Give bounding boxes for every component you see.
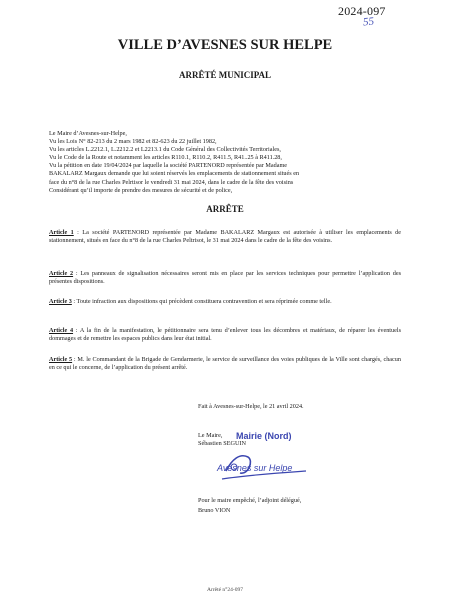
preamble-line: Vu le Code de la Route et notamment les articles R110.1, R110.2, R411.5, R41..25 à R411.28, [49,154,282,162]
article-4 [49,327,401,343]
article-label: Article 4 [49,327,74,334]
preamble-line: BAKALARZ Margaux demande que lui soient réservés les emplacements de stationnement situés en [49,170,300,178]
article-label: Article 1 [49,229,74,236]
preamble-line: Vu la pétition en date 19/04/2024 par laquelle la société PARTENORD représentée par Madame [49,162,288,170]
preamble-line: Vu les articles L.2212.1, L.2212.2 et L2213.1 du Code Général des Collectivités Territoriales, [49,146,281,154]
delegation-block [198,496,301,515]
article-label: Article 5 [49,356,73,363]
preamble [49,130,401,195]
stamp-mairie-text: Mairie (Nord) [236,431,292,441]
article-3 [49,298,401,306]
article-5 [49,356,401,372]
document-subtitle: ARRÊTÉ MUNICIPAL [178,70,272,80]
page-footer: Arrêté n°24-097 [207,587,243,593]
article-text: : Les panneaux de signalisation nécessaires seront mis en place par les services techniques pour permettre l’application des présentes dispositions. [49,270,401,286]
delegation-text: Pour le maire empêché, l’adjoint délégué, [198,497,302,504]
article-text: : M. le Commandant de la Brigade de Gendarmerie, le service de surveillance des voies publiques de la Ville sont chargés, chacun en ce qui le concerne, de l’application du présent arrêté. [49,356,401,372]
preamble-line: Le Maire d’Avesnes-sur-Helpe, [49,130,127,137]
mayor-name: Sébastien SEGUIN [198,440,246,447]
article-label: Article 3 [49,298,72,305]
article-text: : A la fin de la manifestation, le pétitionnaire sera tenu d’enlever tous les décombres et matériaux, de réparer les éventuels dommages et de remettre les espaces publics dans leur état initial. [49,327,401,343]
preamble-line: Considérant qu’il importe de prendre des mesures de sécurité et de police, [49,186,233,194]
article-label: Article 2 [49,270,74,277]
preamble-line: face du n°8 de la rue Charles Pelrtisor le vendredi 31 mai 2024, dans le cadre de la fête des voisins [49,178,294,186]
handwritten-number: 55 [362,15,375,29]
article-2 [49,270,401,286]
place-date: Fait à Avesnes-sur-Helpe, le 21 avril 2024. [198,403,304,410]
deputy-name: Bruno VION [198,506,231,514]
mayor-title: Le Maire, [198,432,223,439]
article-text: : Toute infraction aux dispositions qui précèdent constituera contravention et sera réprimée comme telle. [71,298,332,305]
preamble-line: Vu les Lois N° 82-213 du 2 mars 1982 et 82-623 du 22 juillet 1982, [49,138,217,146]
reference-number: 2024-097 [338,4,386,18]
stamp-town-text: Avesnes sur Helpe [217,463,293,473]
article-text: : La société PARTENORD représentée par Madame BAKALARZ Margaux est autorisée à utiliser les emplacements de stationnement, situés en face du n°8 de la rue Charles Peltrisot, le 31 mai 2024 dans le cadre de la fête des voisins. [49,229,401,245]
article-1 [49,229,401,245]
arrete-heading: ARRÊTE [206,204,244,214]
document-title: VILLE D’AVESNES SUR HELPE [117,37,333,53]
